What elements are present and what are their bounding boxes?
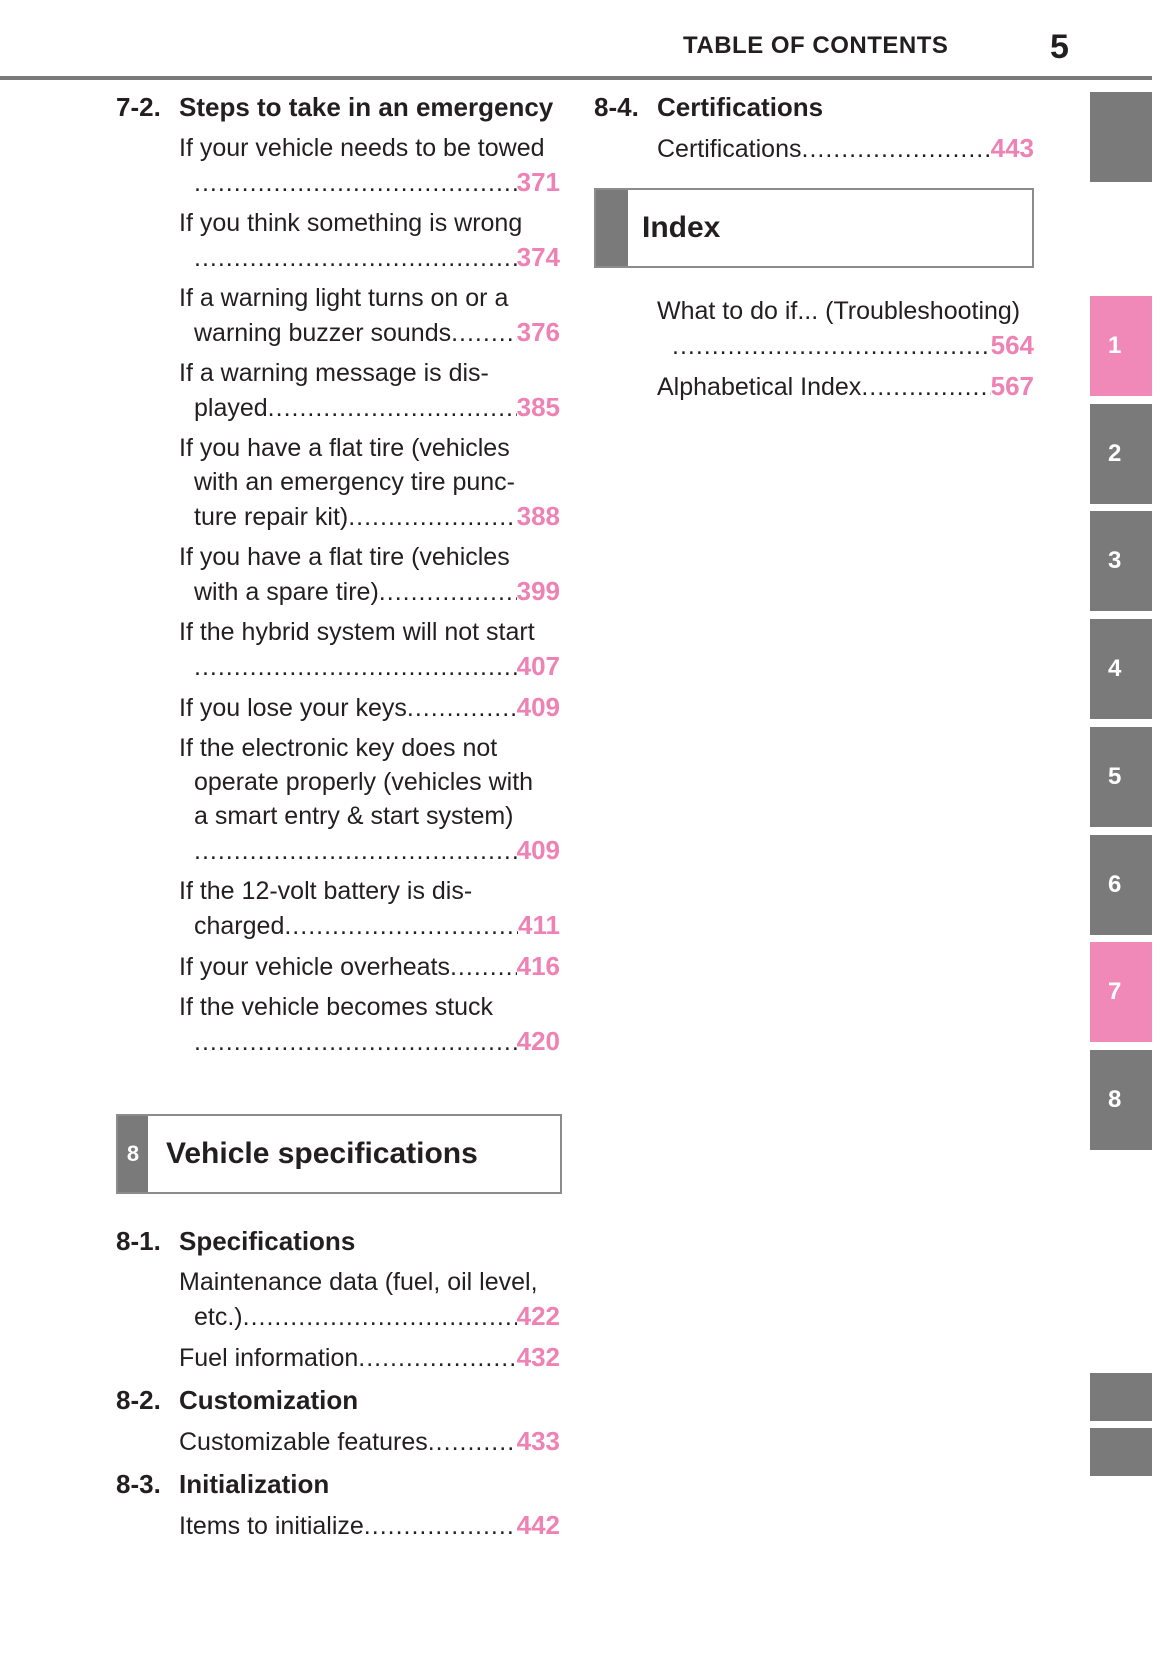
toc-entry[interactable] xyxy=(116,206,560,275)
toc-entry[interactable] xyxy=(116,1508,560,1543)
entry-text: If you lose your keys xyxy=(179,694,407,722)
toc-entry[interactable] xyxy=(594,294,1034,363)
side-tab-8[interactable]: 8 xyxy=(1090,1050,1152,1150)
dot-leader xyxy=(358,1341,516,1375)
toc-entry[interactable] xyxy=(116,874,560,943)
dot-leader-line xyxy=(179,833,560,868)
page-header-title: TABLE OF CONTENTS xyxy=(683,32,949,59)
dot-leader xyxy=(243,1300,517,1334)
dot-leader-line xyxy=(179,1424,560,1459)
side-tab-5[interactable]: 5 xyxy=(1090,727,1152,827)
dot-leader xyxy=(364,1509,517,1543)
entry-text-cont: played xyxy=(194,394,268,422)
right-column-index xyxy=(594,294,1034,404)
section-title: Vehicle specifications xyxy=(166,1137,478,1170)
entry-text-cont: operate properly (vehicles with xyxy=(194,768,534,796)
page-ref[interactable]: 442 xyxy=(516,1510,560,1540)
entry-text: If the electronic key does not xyxy=(179,734,498,762)
toc-entry[interactable] xyxy=(116,356,560,425)
dot-leader-line xyxy=(179,1299,560,1334)
dot-leader xyxy=(861,370,990,404)
side-tab-4[interactable]: 4 xyxy=(1090,619,1152,719)
entry-text-cont: warning buzzer sounds xyxy=(194,319,452,347)
dot-leader-line xyxy=(179,690,560,725)
side-tab-3[interactable]: 3 xyxy=(1090,511,1152,611)
entry-text: Certifications xyxy=(657,135,802,163)
entry-text: If a warning message is dis- xyxy=(179,359,489,387)
page-number: 5 xyxy=(1050,28,1069,66)
subsection-title: Steps to take in an emergency xyxy=(179,92,554,122)
page-ref[interactable]: 416 xyxy=(516,951,560,981)
toc-entry[interactable] xyxy=(116,431,560,534)
entry-text: If you have a flat tire (vehicles xyxy=(179,543,510,571)
page-ref[interactable]: 567 xyxy=(990,371,1034,401)
dot-leader xyxy=(802,132,991,166)
dot-leader-line xyxy=(179,240,560,275)
entry-text-cont: charged xyxy=(194,912,285,940)
subsection-number: 8-4. xyxy=(594,92,639,122)
page-ref[interactable]: 411 xyxy=(518,910,560,940)
entry-text-cont: ture repair kit) xyxy=(194,503,349,531)
section-number-band: 8 xyxy=(118,1116,148,1192)
entry-text: Alphabetical Index xyxy=(657,373,862,401)
subsection-8-4[interactable] xyxy=(594,90,1034,124)
dot-leader-line xyxy=(179,1340,560,1375)
side-tab-7[interactable]: 7 xyxy=(1090,942,1152,1042)
entry-text: If the vehicle becomes stuck xyxy=(179,993,494,1021)
dot-leader-line xyxy=(657,131,1034,166)
page-ref[interactable]: 385 xyxy=(516,392,560,422)
subsection-title: Customization xyxy=(179,1385,359,1415)
toc-entry[interactable] xyxy=(116,731,560,868)
dot-leader xyxy=(194,241,517,275)
right-column xyxy=(594,90,1034,166)
entry-text-cont: with a spare tire) xyxy=(194,578,379,606)
toc-entry[interactable] xyxy=(116,1424,560,1459)
page-ref[interactable]: 443 xyxy=(990,133,1034,163)
dot-leader xyxy=(672,329,991,363)
entry-text: Fuel information xyxy=(179,1344,359,1372)
dot-leader-line xyxy=(657,328,1034,363)
page-ref[interactable]: 371 xyxy=(516,167,560,197)
entry-text: If you have a flat tire (vehicles xyxy=(179,434,510,462)
dot-leader-line xyxy=(179,315,560,350)
dot-leader-line xyxy=(179,908,560,943)
page-ref[interactable]: 374 xyxy=(516,242,560,272)
entry-text: If your vehicle needs to be towed xyxy=(179,134,545,162)
dot-leader-line xyxy=(179,649,560,684)
page-ref[interactable]: 376 xyxy=(516,317,560,347)
subsection-number: 8-2. xyxy=(116,1385,161,1415)
subsection-number: 8-1. xyxy=(116,1226,161,1256)
page-ref[interactable]: 409 xyxy=(516,835,560,865)
entry-text: If you think something is wrong xyxy=(179,209,523,237)
dot-leader-line xyxy=(179,499,560,534)
dot-leader-line xyxy=(179,1508,560,1543)
dot-leader xyxy=(194,1025,517,1059)
side-tab-6[interactable]: 6 xyxy=(1090,835,1152,935)
toc-entry[interactable] xyxy=(116,990,560,1059)
dot-leader xyxy=(194,166,517,200)
subsection-title: Initialization xyxy=(179,1469,330,1499)
page-ref[interactable]: 564 xyxy=(990,330,1034,360)
toc-entry[interactable] xyxy=(116,615,560,684)
dot-leader-line xyxy=(657,369,1034,404)
side-tab-top[interactable] xyxy=(1090,92,1152,182)
toc-entry[interactable] xyxy=(116,281,560,350)
dot-leader xyxy=(268,391,517,425)
dot-leader xyxy=(428,1425,517,1459)
toc-entry[interactable] xyxy=(116,540,560,609)
page-ref[interactable]: 399 xyxy=(516,576,560,606)
subsection-title: Certifications xyxy=(657,92,824,122)
side-tab-bottom-2[interactable] xyxy=(1090,1428,1152,1476)
dot-leader xyxy=(407,691,517,725)
page-ref[interactable]: 388 xyxy=(516,501,560,531)
section-title: Index xyxy=(642,211,721,244)
subsection-8-1[interactable] xyxy=(116,1224,560,1258)
subsection-7-2[interactable] xyxy=(116,90,560,124)
left-column-lower xyxy=(116,1224,560,1543)
subsection-number: 7-2. xyxy=(116,92,161,122)
dot-leader xyxy=(284,909,518,943)
side-tab-1[interactable]: 1 xyxy=(1090,296,1152,396)
page-ref[interactable]: 422 xyxy=(516,1301,560,1331)
entry-text-cont: etc.) xyxy=(194,1303,243,1331)
page-ref[interactable]: 409 xyxy=(516,692,560,722)
toc-entry[interactable] xyxy=(594,131,1034,166)
page-ref[interactable]: 432 xyxy=(516,1342,560,1372)
toc-entry[interactable] xyxy=(116,131,560,200)
dot-leader xyxy=(379,575,517,609)
side-tab-bottom-1[interactable] xyxy=(1090,1373,1152,1421)
entry-text: Items to initialize xyxy=(179,1512,364,1540)
entry-text: If your vehicle overheats xyxy=(179,953,450,981)
subsection-number: 8-3. xyxy=(116,1469,161,1499)
subsection-8-3[interactable] xyxy=(116,1467,560,1501)
dot-leader xyxy=(348,500,516,534)
dot-leader-line xyxy=(179,165,560,200)
dot-leader xyxy=(451,316,517,350)
dot-leader xyxy=(194,650,517,684)
entry-text: Customizable features xyxy=(179,1428,428,1456)
entry-text: If a warning light turns on or a xyxy=(179,284,509,312)
entry-text: If the hybrid system will not start xyxy=(179,618,535,646)
entry-text: Maintenance data (fuel, oil level, xyxy=(179,1268,538,1296)
subsection-title: Specifications xyxy=(179,1226,356,1256)
section-header-index[interactable] xyxy=(594,188,1034,268)
dot-leader-line xyxy=(179,949,560,984)
side-tab-2[interactable]: 2 xyxy=(1090,404,1152,504)
left-column xyxy=(116,90,560,1059)
dot-leader-line xyxy=(179,574,560,609)
toc-entry[interactable] xyxy=(116,690,560,725)
toc-entry[interactable] xyxy=(116,949,560,984)
dot-leader xyxy=(194,834,517,868)
dot-leader xyxy=(450,950,517,984)
entry-text: What to do if... (Troubleshooting) xyxy=(657,297,1021,325)
section-band xyxy=(596,190,628,266)
subsection-8-2[interactable] xyxy=(116,1383,560,1417)
entry-text-cont: with an emergency tire punc- xyxy=(194,468,515,496)
toc-entry[interactable] xyxy=(594,369,1034,404)
page-ref[interactable]: 420 xyxy=(516,1026,560,1056)
header-divider xyxy=(0,76,1152,80)
toc-entry[interactable] xyxy=(116,1340,560,1375)
page-ref[interactable]: 407 xyxy=(516,651,560,681)
entry-text: If the 12-volt battery is dis- xyxy=(179,877,473,905)
section-header-vehicle-specifications[interactable] xyxy=(116,1114,562,1194)
dot-leader-line xyxy=(179,390,560,425)
toc-entry[interactable] xyxy=(116,1265,560,1334)
entry-text-cont: a smart entry & start system) xyxy=(194,802,514,830)
dot-leader-line xyxy=(179,1024,560,1059)
page-ref[interactable]: 433 xyxy=(516,1426,560,1456)
